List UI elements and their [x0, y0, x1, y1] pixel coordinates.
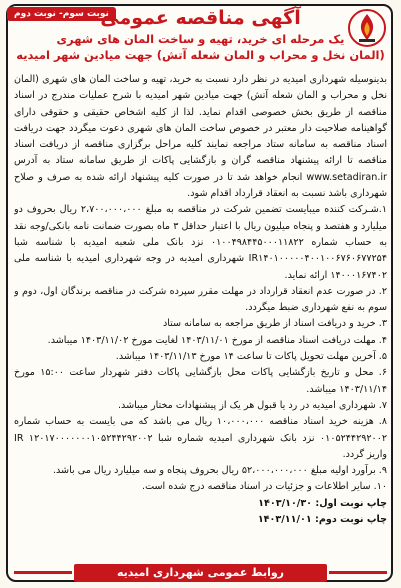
list-item: ۷. شهرداری امیدیه در رد یا قبول هر یک از پیشنهادات مختار میباشد.	[118, 399, 387, 411]
list-item: ۵. آخرین مهلت تحویل پاکات تا ساعت ۱۴ مورخ ۱۴۰۳/۱۱/۱۳ میباشد.	[115, 351, 387, 363]
print-date-second: چاپ نوبت دوم: ۱۴۰۳/۱۱/۰۱	[257, 514, 387, 526]
subtitle-line-1: یک مرحله ای خرید، تهیه و ساخت المان های شهری	[56, 32, 345, 46]
footer-rule-right	[329, 571, 387, 574]
subtitle-line-2: (المان نخل و محراب و المان شعله آتش) جهت میادین شهر امیدیه	[16, 48, 385, 62]
list-item: ۲. در صورت عدم انعقاد قرارداد در مهلت مقرر سپرده شرکت در مناقصه برندگان اول، دوم و سوم به نفع شهرداری ضبط میگردد.	[14, 285, 387, 314]
list-item: ۴. مهلت دریافت اسناد مناقصه از مورخ ۱۴۰۳/۱۱/۰۱ لغایت مورخ ۱۴۰۳/۱۱/۰۲ میباشد.	[47, 334, 387, 346]
notice-title: آگهی مناقصه عمومی	[100, 7, 301, 29]
list-item: ۱۰. سایر اطلاعات و جزئیات در اسناد مناقصه درج شده است.	[142, 481, 387, 493]
notice-body	[14, 72, 387, 550]
notice-subtitle	[16, 31, 385, 63]
list-item: ۸. هزینه خرید اسناد مناقصه ۱۰،۰۰۰،۰۰۰ ریال می باشد که می بایست به حساب شماره ۰۱۰۵۲۴۴۲۹۲۰۰۲ نزد بانک شهرداری امیدیه شماره شبا IR ۱۲۰۱۷۰۰۰۰۰۰۰۱۰۵۲۴۴۲۹۲۰۰۲ واریز گردد.	[14, 416, 387, 460]
print-date-first: چاپ نوبت اول: ۱۴۰۳/۱۰/۳۰	[258, 497, 387, 509]
intro-paragraph: بدینوسیله شهرداری امیدیه در نظر دارد نسبت به خرید، تهیه و ساخت المان های شهری (المان نخل و محراب و المان شعله آتش) جهت میادین شهر امیدیه با شرح عملیات مندرج در اسناد مناقصه از طریق بخش خصوصی اقدام نماید. لذا از کلیه اشخاص حقیقی و حقوقی دارای گواهینامه صلاحیت دار معتبر در خصوص ساخت المان های شهری دعوت میگردد جهت دریافت اسناد مناقصه به سامانه ستاد مراجعه نمایند کلیه مراحل برگزاری مناقصه از دریافت اسناد مناقصه تا ارائه پیشنهاد مناقصه گران و بازگشایی پاکات از طریق سامانه ستاد به آدرس www.setadiran.ir انجام خواهد شد تا در صورت کلیه پیشنهاد ارائه شده به صرف و صلاح شهرداری باشد نسبت به انعقاد قرارداد اقدام شود.	[14, 74, 387, 200]
list-item: ۱.شـرکت کننده میبایست تضمین شرکت در مناقصه به مبلغ ۲،۷۰۰،۰۰۰،۰۰۰ ریال بحروف دو میلیارد و هفتصد و پنجاه میلیون ریال با اعتبار حداقل ۳ ماه بصورت ضمانت نامه بانکی/وجه نقد به حساب شماره ۰۱۰۰۴۹۸۴۴۵۰۰۰۱۱۸۲۲ نزد بانک ملی شعبه امیدیه با شناسه شبا IR۱۴۰۱۰۰۰۰۰۴۰۰۱۰۰۶۷۶۰۶۷۷۲۵۴ شهرداری امیدیه در وجه شهرداری امیدیه با شناسه ملی ۱۴۰۰۰۱۶۷۴۰۲ ارائه نماید.	[14, 204, 387, 281]
list-item: ۶. محل و تاریخ بازگشایی پاکات محل بازگشایی پاکات دفتر شهردار ساعت ۱۵:۰۰ مورخ ۱۴۰۳/۱۱/۱۴ میباشد.	[14, 367, 387, 395]
publication-round-badge: نوبت سوم- نوبت دوم	[7, 7, 116, 21]
list-item: ۹. برآورد اولیه مبلغ ۵۲،۰۰۰،۰۰۰،۰۰۰ ریال بحروف پنجاه و سه میلیارد ریال می باشد.	[52, 465, 387, 477]
list-item: ۳. خرید و دریافت اسناد از طریق مراجعه به سامانه ستاد	[162, 318, 387, 330]
footer-public-relations: روابط عمومی شهرداری امیدیه	[74, 564, 327, 582]
footer-rule-left	[14, 571, 72, 574]
